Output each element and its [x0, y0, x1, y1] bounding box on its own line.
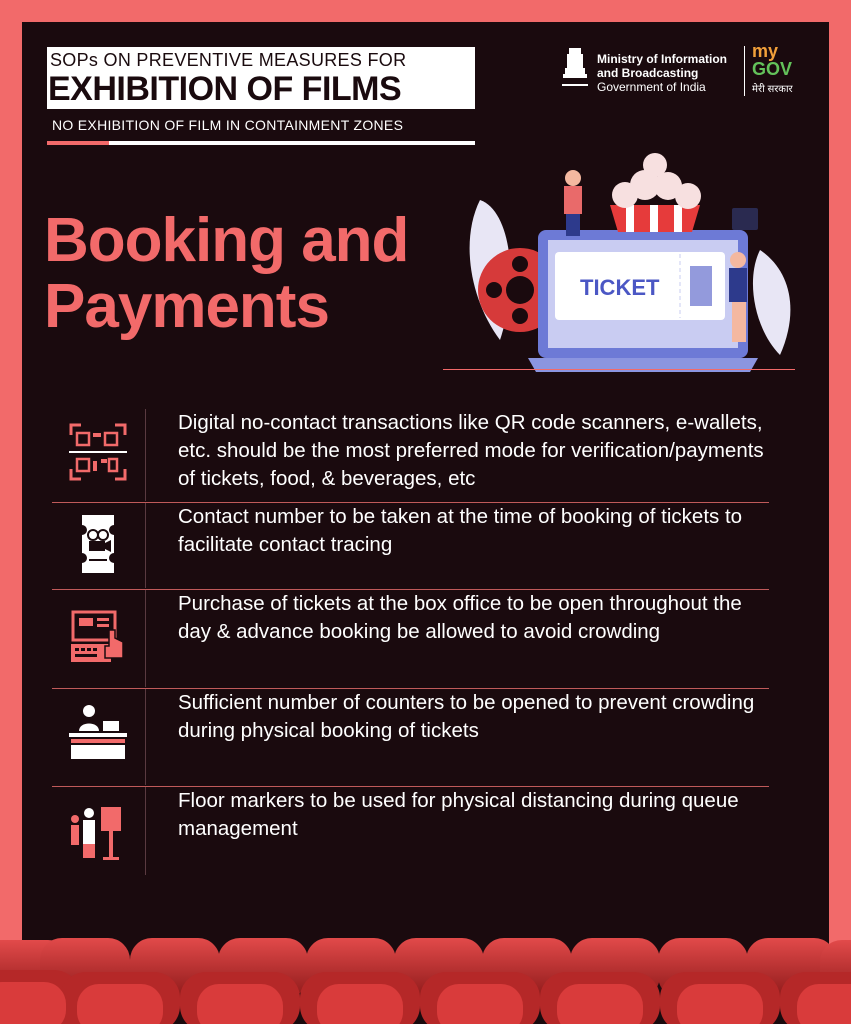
counter-person-icon: [67, 703, 129, 765]
list-item-text: Sufficient number of counters to be opened to prevent crowding during physical booking of tickets: [178, 691, 755, 742]
header-subline: NO EXHIBITION OF FILM IN CONTAINMENT ZONES: [52, 117, 404, 133]
qr-code-icon: [67, 421, 129, 483]
title-line1: Booking and: [44, 206, 409, 275]
ministry-line1: Ministry of Information: [597, 52, 727, 66]
title-line2: Payments: [44, 272, 329, 341]
mygov-sub: मेरी सरकार: [752, 84, 793, 95]
list-item-text: Contact number to be taken at the time of booking of tickets to facilitate contact tracing: [178, 505, 743, 556]
ministry-line2: and Broadcasting: [597, 66, 699, 80]
list-item: [52, 787, 769, 875]
list-item: [52, 689, 769, 785]
header-line1: SOPs ON PREVENTIVE MEASURES FOR: [50, 50, 407, 70]
page-title: [44, 208, 408, 340]
list-item-text: Purchase of tickets at the box office to be open throughout the day & advance booking be allowed to avoid crowding: [178, 592, 742, 643]
national-emblem-icon: [560, 44, 590, 94]
list-item-text: Digital no-contact transactions like QR code scanners, e-wallets, etc. should be the most preferred mode for verification/payments of tickets, food, & beverages, etc: [178, 411, 764, 490]
ticket-camera-icon: [67, 513, 129, 575]
logo-divider: [744, 46, 745, 96]
ticket-laptop-illustration: [440, 140, 810, 390]
list-item: [52, 409, 769, 501]
list-item: [52, 590, 769, 687]
queue-markers-icon: [67, 803, 129, 865]
list-item: [52, 503, 769, 588]
mygov-my: my: [752, 41, 779, 61]
ministry-line3: Government of India: [597, 80, 706, 94]
list-item-text: Floor markers to be used for physical distancing during queue management: [178, 789, 739, 840]
header-line2: EXHIBITION OF FILMS: [48, 70, 402, 108]
ticket-label: TICKET: [580, 275, 660, 300]
mygov-gov: GOV: [752, 59, 793, 79]
illustration-baseline: [443, 369, 795, 370]
mygov-logo: [752, 42, 793, 95]
box-office-computer-icon: [67, 608, 129, 670]
ministry-logo-text: [597, 52, 727, 94]
cinema-seats-decoration: [0, 930, 851, 1024]
header-bar-accent: [47, 141, 109, 145]
header-bar: [109, 141, 475, 145]
